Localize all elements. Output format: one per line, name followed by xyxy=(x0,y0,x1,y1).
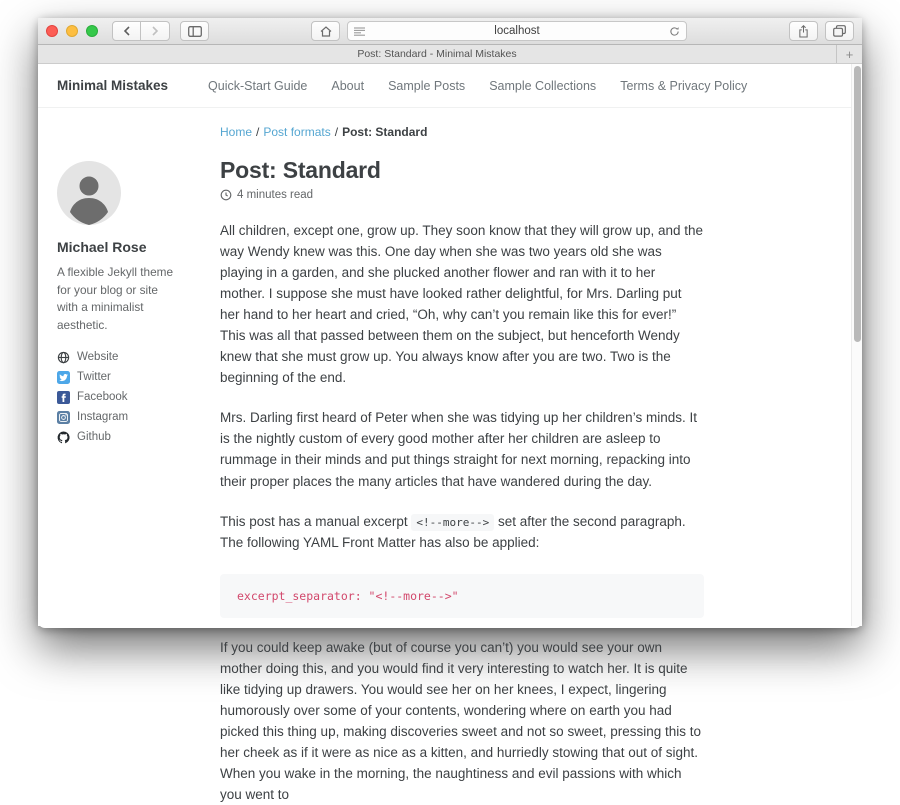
author-sidebar xyxy=(57,157,182,805)
window-controls xyxy=(46,25,98,37)
browser-window xyxy=(38,18,862,802)
nav-link-terms-privacy[interactable]: Terms & Privacy Policy xyxy=(620,78,748,93)
avatar xyxy=(57,161,121,225)
globe-icon xyxy=(57,351,70,364)
github-icon xyxy=(57,431,70,444)
active-tab[interactable] xyxy=(38,45,836,63)
nav-link-sample-collections[interactable]: Sample Collections xyxy=(489,78,597,93)
refresh-icon[interactable] xyxy=(669,26,680,37)
chevron-right-icon xyxy=(151,26,159,36)
facebook-link[interactable]: Facebook xyxy=(57,391,182,404)
site-masthead xyxy=(38,64,862,108)
minimize-window-button[interactable] xyxy=(66,25,78,37)
share-button[interactable] xyxy=(789,21,818,41)
home-icon xyxy=(320,26,332,37)
breadcrumb-current: Post: Standard xyxy=(342,125,428,139)
browser-toolbar xyxy=(38,18,862,45)
author-links xyxy=(57,351,182,444)
twitter-link[interactable]: Twitter xyxy=(57,371,182,384)
tabs-icon xyxy=(833,25,846,37)
plus-icon: + xyxy=(845,46,854,62)
sidebar-icon xyxy=(188,26,202,37)
close-window-button[interactable] xyxy=(46,25,58,37)
reader-icon[interactable] xyxy=(354,27,365,36)
breadcrumb-separator: / xyxy=(334,125,339,139)
forward-button[interactable] xyxy=(141,21,170,41)
address-bar[interactable] xyxy=(347,21,687,41)
github-link[interactable]: Github xyxy=(57,431,182,444)
chevron-left-icon xyxy=(123,26,131,36)
site-title-link[interactable]: Minimal Mistakes xyxy=(57,78,169,93)
tab-overview-button[interactable] xyxy=(825,21,854,41)
nav-link-quick-start-guide[interactable]: Quick-Start Guide xyxy=(208,78,308,93)
author-name: Michael Rose xyxy=(57,239,147,255)
scrollbar-track[interactable] xyxy=(851,64,862,626)
person-silhouette-icon xyxy=(57,161,121,225)
twitter-icon xyxy=(57,371,70,384)
breadcrumb-separator: / xyxy=(256,125,260,139)
paragraph-4: If you could keep awake (but of course you can’t) you would see your own mother doing this, and you would find it very interesting to watch her. It is quite like tidying up drawers. You would see her on her knees, I expect, lingering humorously over some of your contents, wondering where on earth you had picked this thing up, making discoveries sweet and not so sweet, pressing this to her cheek as if it were as nice as a kitten, and hurriedly stowing that out of sight. When you wake in the morning, the naughtiness and evil passions with which you went to xyxy=(220,639,702,802)
paragraph-2: Mrs. Darling first heard of Peter when she was tidying up her children’s minds. It is the nightly custom of every good mother after her children are asleep to rummage in their minds and put things straight for next morning, repacking into their proper places the many articles that have wandered during the day. xyxy=(220,410,697,489)
website-link[interactable]: Website xyxy=(57,351,182,364)
tab-title: Post: Standard - Minimal Mistakes xyxy=(357,48,517,60)
yaml-code-block: excerpt_separator: "<!--more-->" xyxy=(220,574,704,618)
instagram-icon xyxy=(57,411,70,424)
breadcrumb-post-formats-link[interactable]: Post formats xyxy=(263,125,331,139)
new-tab-button[interactable] xyxy=(836,45,862,63)
home-button[interactable] xyxy=(311,21,340,41)
back-button[interactable] xyxy=(112,21,141,41)
breadcrumb xyxy=(220,125,832,139)
fullscreen-window-button[interactable] xyxy=(86,25,98,37)
author-bio: A flexible Jekyll theme for your blog or site with a minimalist aesthetic. xyxy=(57,265,174,333)
nav-link-about[interactable]: About xyxy=(331,78,365,93)
paragraph-3: This post has a manual excerpt <!--more--> set after the second paragraph. The following YAML Front Matter has also be applied: xyxy=(220,513,686,550)
url-text[interactable]: localhost xyxy=(494,25,540,37)
inline-code-more-tag: <!--more--> xyxy=(411,514,494,531)
paragraph-1: All children, except one, grow up. They soon know that they will grow up, and the way Wendy knew was this. One day when she was two years old she was playing in a garden, and she plucked another flower and ran with it to her mother. I suppose she must have looked rather delightful, for Mrs. Darling put her hand to her heart and cried, “Oh, why can’t you remain like this for ever!” This was all that passed between them on the subject, but henceforth Wendy knew that she must grow up. You always know after you are two. Two is the beginning of the end. xyxy=(220,223,704,386)
breadcrumb-home-link[interactable]: Home xyxy=(220,125,253,139)
post-meta xyxy=(220,189,704,201)
clock-icon xyxy=(220,189,232,201)
post-article xyxy=(220,157,704,805)
tab-bar xyxy=(38,45,862,64)
instagram-link[interactable]: Instagram xyxy=(57,411,182,424)
page-title: Post: Standard xyxy=(220,157,381,183)
facebook-icon xyxy=(57,391,70,404)
scrollbar-thumb[interactable] xyxy=(854,66,861,342)
share-icon xyxy=(798,25,809,38)
nav-link-sample-posts[interactable]: Sample Posts xyxy=(388,78,466,93)
site-nav xyxy=(208,77,747,95)
page-layout xyxy=(38,139,862,805)
page-viewport xyxy=(38,64,862,802)
read-time: 4 minutes read xyxy=(237,189,314,201)
sidebar-toggle-button[interactable] xyxy=(180,21,209,41)
